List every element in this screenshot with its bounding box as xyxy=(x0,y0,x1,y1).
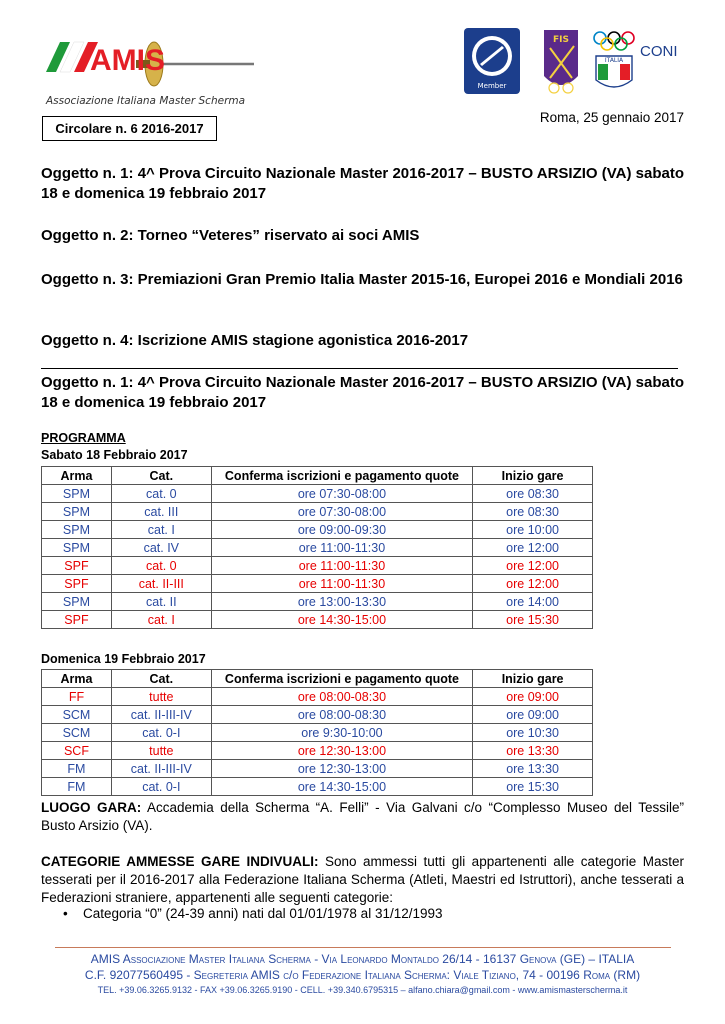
cell-arma: FM xyxy=(42,778,112,796)
table-row xyxy=(42,611,593,629)
table-row xyxy=(42,742,593,760)
cell-cat: cat. IV xyxy=(111,539,211,557)
cell-inizio: ore 12:00 xyxy=(473,575,593,593)
header-conferma: Conferma iscrizioni e pagamento quote xyxy=(211,670,472,688)
cell-arma: SPM xyxy=(42,503,112,521)
table-row xyxy=(42,485,593,503)
cell-arma: FM xyxy=(42,760,112,778)
categorie-label: CATEGORIE AMMESSE GARE INDIVUALI: xyxy=(41,854,319,869)
cell-arma: SPF xyxy=(42,557,112,575)
cell-inizio: ore 13:30 xyxy=(473,742,593,760)
sunday-label: Domenica 19 Febbraio 2017 xyxy=(41,652,206,666)
cell-cat: cat. I xyxy=(111,521,211,539)
cell-cat: cat. II-III-IV xyxy=(111,760,211,778)
cell-inizio: ore 15:30 xyxy=(473,778,593,796)
header-cat: Cat. xyxy=(111,670,211,688)
cell-conferma: ore 14:30-15:00 xyxy=(211,611,472,629)
cell-inizio: ore 08:30 xyxy=(473,503,593,521)
bullet-item xyxy=(63,906,443,921)
coni-logo-text: CONI xyxy=(640,43,678,60)
cell-arma: SCF xyxy=(42,742,112,760)
cell-conferma: ore 12:30-13:00 xyxy=(211,760,472,778)
cell-inizio: ore 12:00 xyxy=(473,557,593,575)
circolare-number: Circolare n. 6 2016-2017 xyxy=(42,116,217,141)
table-header-row xyxy=(42,670,593,688)
cell-conferma: ore 08:00-08:30 xyxy=(211,688,472,706)
table-row xyxy=(42,557,593,575)
table-header-row xyxy=(42,467,593,485)
bullet-text: Categoria “0” (24-39 anni) nati dal 01/01/1978 al 31/12/1993 xyxy=(83,906,443,921)
cell-conferma: ore 14:30-15:00 xyxy=(211,778,472,796)
cell-cat: cat. 0-I xyxy=(111,778,211,796)
emsf-logo-text: Member xyxy=(477,82,507,90)
cell-inizio: ore 12:00 xyxy=(473,539,593,557)
coni-logo-sub: ITALIA xyxy=(604,57,624,64)
sunday-rows xyxy=(42,688,593,796)
table-row xyxy=(42,503,593,521)
table-row xyxy=(42,521,593,539)
bullet-icon: • xyxy=(63,906,68,921)
cell-inizio: ore 08:30 xyxy=(473,485,593,503)
fis-logo xyxy=(540,28,582,98)
oggetto-3: Oggetto n. 3: Premiazioni Gran Premio Italia Master 2015-16, Europei 2016 e Mondiali 2016 xyxy=(41,271,683,288)
luogo-gara-paragraph xyxy=(41,799,684,835)
cell-inizio: ore 09:00 xyxy=(473,688,593,706)
section-divider xyxy=(41,368,678,369)
table-row xyxy=(42,706,593,724)
cell-conferma: ore 12:30-13:00 xyxy=(211,742,472,760)
cell-inizio: ore 10:00 xyxy=(473,521,593,539)
luogo-gara-text: Accademia della Scherma “A. Felli” - Via Galvani c/o “Complesso Museo del Tessile” Busto Arsizio (VA). xyxy=(41,800,684,833)
cell-arma: SPM xyxy=(42,593,112,611)
document-date: Roma, 25 gennaio 2017 xyxy=(539,110,684,125)
saturday-rows xyxy=(42,485,593,629)
table-row xyxy=(42,724,593,742)
oggetto-4: Oggetto n. 4: Iscrizione AMIS stagione agonistica 2016-2017 xyxy=(41,332,469,349)
luogo-gara-label: LUOGO GARA: xyxy=(41,800,142,815)
cell-arma: SCM xyxy=(42,706,112,724)
cell-conferma: ore 9:30-10:00 xyxy=(211,724,472,742)
cell-inizio: ore 10:30 xyxy=(473,724,593,742)
table-row xyxy=(42,593,593,611)
cell-inizio: ore 09:00 xyxy=(473,706,593,724)
footer-address: AMIS Associazione Master Italiana Scherma - Via Leonardo Montaldo 26/14 - 16137 Genova (GE) – ITALIA xyxy=(90,952,635,966)
cell-cat: tutte xyxy=(111,742,211,760)
table-row xyxy=(42,539,593,557)
cell-arma: SCM xyxy=(42,724,112,742)
cell-cat: cat. 0 xyxy=(111,557,211,575)
cell-cat: cat. II-III xyxy=(111,575,211,593)
header-arma: Arma xyxy=(42,670,112,688)
cell-conferma: ore 09:00-09:30 xyxy=(211,521,472,539)
cell-arma: SPM xyxy=(42,539,112,557)
cell-inizio: ore 13:30 xyxy=(473,760,593,778)
cell-arma: SPF xyxy=(42,611,112,629)
saturday-schedule-table xyxy=(41,466,593,629)
header-cat: Cat. xyxy=(111,467,211,485)
header-inizio: Inizio gare xyxy=(473,670,593,688)
oggetto-1-repeat: Oggetto n. 1: 4^ Prova Circuito Nazionale Master 2016-2017 – BUSTO ARSIZIO (VA) sabato 18 e domenica 19 febbraio 2017 xyxy=(41,374,684,411)
oggetto-2: Oggetto n. 2: Torneo “Veteres” riservato ai soci AMIS xyxy=(41,227,420,244)
cell-cat: cat. II xyxy=(111,593,211,611)
cell-arma: FF xyxy=(42,688,112,706)
footer-secretariat: C.F. 92077560495 - Segreteria AMIS c/o Federazione Italiana Scherma: Viale Tiziano, 74 - 00196 Roma (RM) xyxy=(84,968,641,982)
cell-conferma: ore 11:00-11:30 xyxy=(211,575,472,593)
fis-logo-text: FIS xyxy=(553,35,569,45)
cell-cat: tutte xyxy=(111,688,211,706)
footer-contacts: TEL. +39.06.3265.9132 - FAX +39.06.3265.9190 - CELL. +39.340.6795315 – alfano.chiara@gmail.com - www.amismasterscherma.it xyxy=(97,985,628,995)
table-row xyxy=(42,760,593,778)
cell-arma: SPF xyxy=(42,575,112,593)
cell-conferma: ore 08:00-08:30 xyxy=(211,706,472,724)
cell-conferma: ore 13:00-13:30 xyxy=(211,593,472,611)
amis-logo-text: AMIS xyxy=(90,44,165,77)
cell-cat: cat. III xyxy=(111,503,211,521)
cell-conferma: ore 07:30-08:00 xyxy=(211,485,472,503)
cell-conferma: ore 11:00-11:30 xyxy=(211,539,472,557)
cell-cat: cat. 0 xyxy=(111,485,211,503)
emsf-member-logo xyxy=(464,28,520,94)
cell-arma: SPM xyxy=(42,485,112,503)
cell-conferma: ore 07:30-08:00 xyxy=(211,503,472,521)
footer-divider xyxy=(55,947,671,948)
table-row xyxy=(42,778,593,796)
amis-logo-subtitle: Associazione Italiana Master Scherma xyxy=(46,95,246,107)
cell-inizio: ore 14:00 xyxy=(473,593,593,611)
oggetto-1: Oggetto n. 1: 4^ Prova Circuito Nazionale Master 2016-2017 – BUSTO ARSIZIO (VA) sabato 18 e domenica 19 febbraio 2017 xyxy=(41,165,684,202)
cell-cat: cat. I xyxy=(111,611,211,629)
header-arma: Arma xyxy=(42,467,112,485)
cell-cat: cat. 0-I xyxy=(111,724,211,742)
header-conferma: Conferma iscrizioni e pagamento quote xyxy=(211,467,472,485)
cell-conferma: ore 11:00-11:30 xyxy=(211,557,472,575)
table-row xyxy=(42,688,593,706)
sunday-schedule-table xyxy=(41,669,593,796)
header-inizio: Inizio gare xyxy=(473,467,593,485)
saturday-label: Sabato 18 Febbraio 2017 xyxy=(41,448,188,462)
cell-cat: cat. II-III-IV xyxy=(111,706,211,724)
coni-logo xyxy=(590,28,682,94)
categorie-text: Sono ammessi tutti gli appartenenti alle categorie Master tesserati per il 2016-2017 alla Federazione Italiana Scherma (Atleti, Maestri ed Istruttori), anche tesserati a Federazioni straniere, appartenenti alle seguenti categorie: xyxy=(41,854,684,905)
cell-inizio: ore 15:30 xyxy=(473,611,593,629)
cell-arma: SPM xyxy=(42,521,112,539)
amis-logo xyxy=(40,24,260,112)
categorie-paragraph xyxy=(41,853,684,907)
programma-title: PROGRAMMA xyxy=(41,431,126,445)
table-row xyxy=(42,575,593,593)
